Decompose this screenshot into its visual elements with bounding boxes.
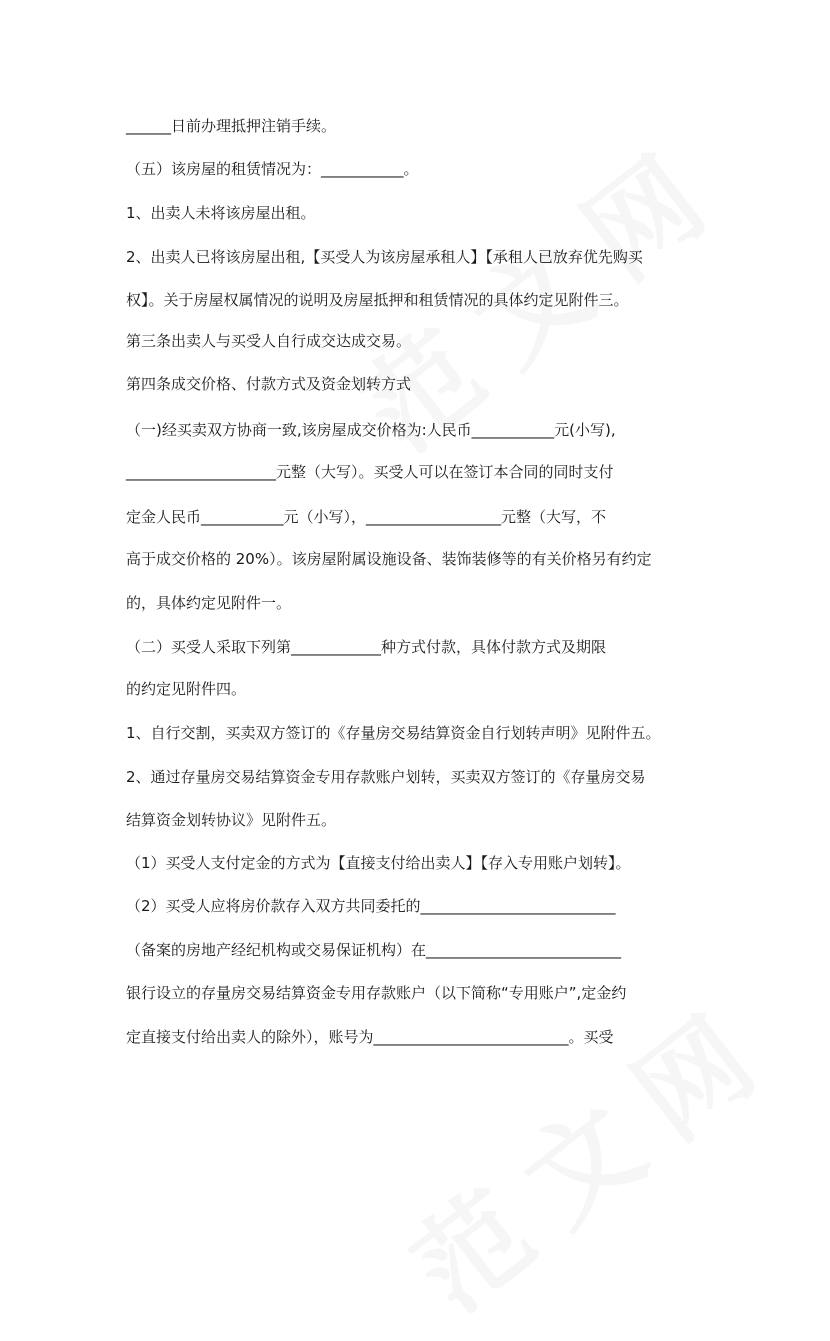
text-line-11: 高于成交价格的 20%）。该房屋附属设施设备、装饰装修等的有关价格另有约定 xyxy=(126,550,652,568)
text-line-15: 1、自行交割，买卖双方签订的《存量房交易结算资金自行划转声明》见附件五。 xyxy=(126,724,661,742)
text-line-18: （1）买受人支付定金的方式为【直接支付给出卖人】【存入专用账户划转】。 xyxy=(126,854,631,872)
text-line-14: 的约定见附件四。 xyxy=(126,680,247,698)
text-line-19: （2）买受人应将房价款存入双方共同委托的__________________________ xyxy=(126,897,616,915)
text-line-2: （五）该房屋的租赁情况为：___________。 xyxy=(126,160,419,178)
text-line-10: 定金人民币___________元（小写），__________________元整（大写，不 xyxy=(126,508,607,526)
text-line-12: 的，具体约定见附件一。 xyxy=(126,594,292,612)
text-line-7: 第四条成交价格、付款方式及资金划转方式 xyxy=(126,375,412,393)
text-line-3: 1、出卖人未将该房屋出租。 xyxy=(126,204,316,222)
text-line-5: 权】。关于房屋权属情况的说明及房屋抵押和租赁情况的具体约定见附件三。 xyxy=(126,291,629,309)
text-line-21: 银行设立的存量房交易结算资金专用存款账户（以下简称“专用账户”,定金约 xyxy=(126,984,627,1002)
text-line-13: （二）买受人采取下列第____________种方式付款，具体付款方式及期限 xyxy=(126,638,607,656)
text-line-20: （备案的房地产经纪机构或交易保证机构）在__________________________ xyxy=(126,941,622,959)
text-line-1: ______日前办理抵押注销手续。 xyxy=(126,117,337,135)
text-line-8: （一)经买卖双方协商一致,该房屋成交价格为:人民币___________元(小写), xyxy=(126,421,616,439)
text-line-22: 定直接支付给出卖人的除外），账号为__________________________。买受 xyxy=(126,1028,614,1046)
text-line-16: 2、通过存量房交易结算资金专用存款账户划转，买卖双方签订的《存量房交易 xyxy=(126,768,646,786)
text-line-9: ____________________元整（大写）。买受人可以在签订本合同的同时支付 xyxy=(126,463,614,481)
watermark-bottom xyxy=(376,957,804,1340)
text-line-6: 第三条出卖人与买受人自行成交达成交易。 xyxy=(126,332,412,350)
text-line-4: 2、出卖人已将该房屋出租,【买受人为该房屋承租人】【承租人已放弃优先购买 xyxy=(126,248,643,266)
text-line-17: 结算资金划转协议》见附件五。 xyxy=(126,811,337,829)
